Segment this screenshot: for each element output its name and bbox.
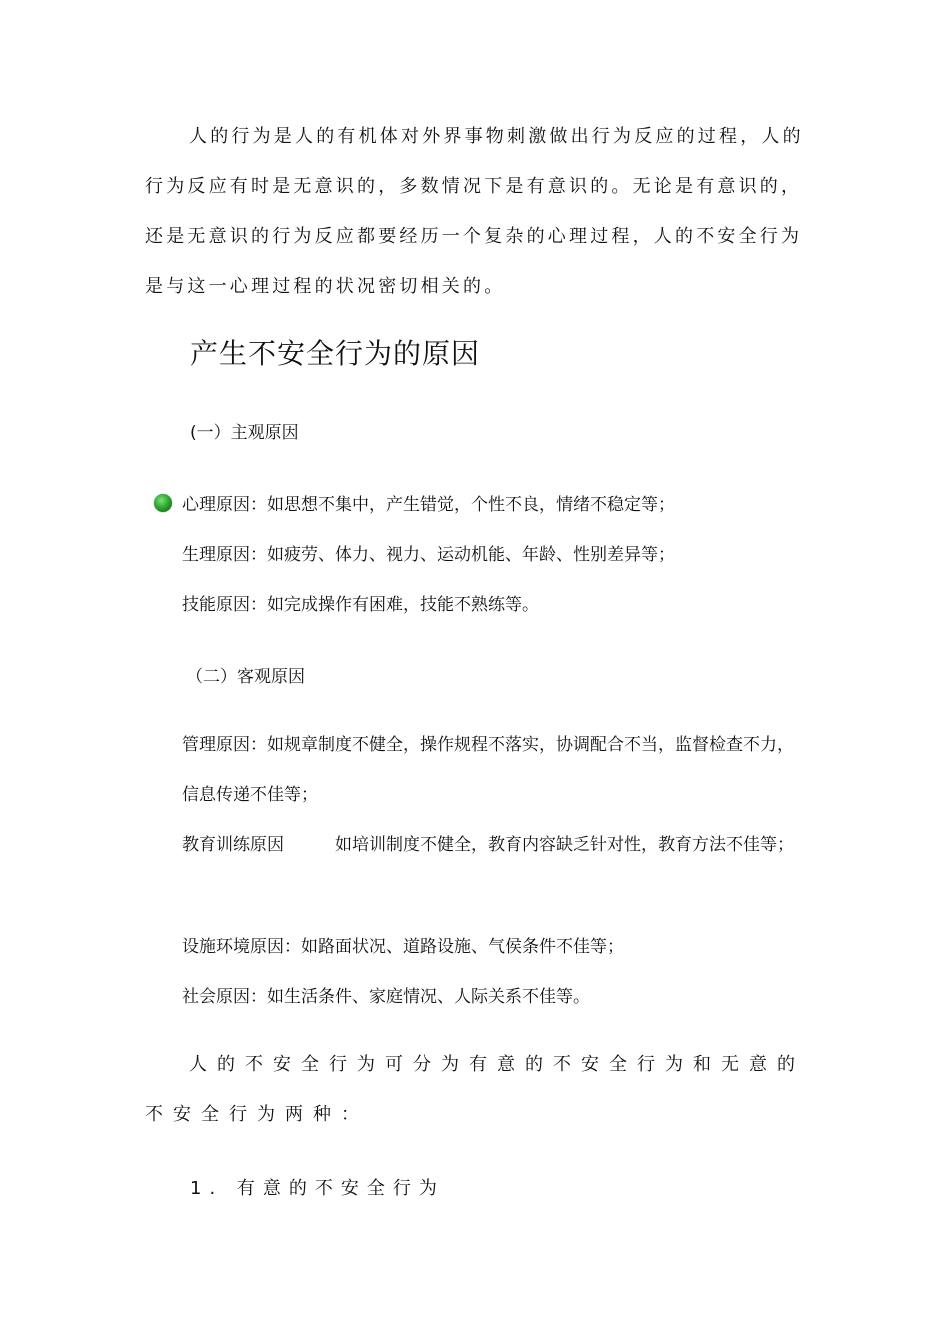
subjective-heading: (一）主观原因	[190, 423, 299, 443]
section-title: 产生不安全行为的原因	[190, 337, 481, 370]
objective-item-education: 教育训练原因 如培训制度不健全，教育内容缺乏针对性，教育方法不佳等；	[182, 835, 794, 855]
green-bullet-icon	[154, 494, 172, 512]
objective-item-management: 管理原因：如规章制度不健全，操作规程不落实，协调配合不当，监督检查不力，信息传递不佳等；	[182, 735, 794, 805]
subjective-item-psychological: 心理原因：如思想不集中，产生错觉，个性不良，情绪不稳定等；	[182, 495, 675, 515]
subjective-item-physiological: 生理原因：如疲劳、体力、视力、运动机能、年龄、性别差异等；	[182, 545, 675, 565]
subjective-item-skill: 技能原因：如完成操作有困难，技能不熟练等。	[182, 595, 539, 615]
objective-item-environment: 设施环境原因：如路面状况、道路设施、气侯条件不佳等；	[182, 937, 624, 957]
intro-paragraph	[145, 112, 805, 312]
intro-text: 人的行为是人的有机体对外界事物刺激做出行为反应的过程，人的行为反应有时是无意识的，多数情况下是有意识的。无论是有意识的，还是无意识的行为反应都要经历一个复杂的心理过程，人的不安全行为是与这一心理过程的状况密切相关的。	[145, 126, 804, 297]
types-text: 人的不安全行为可分为有意的不安全行为和无意的不安全行为两种：	[145, 1054, 805, 1125]
objective-item-social: 社会原因：如生活条件、家庭情况、人际关系不佳等。	[182, 987, 590, 1007]
objective-heading: （二）客观原因	[186, 667, 305, 687]
types-paragraph	[145, 1040, 805, 1140]
section-1-heading: 1. 有意的不安全行为	[190, 1178, 445, 1199]
